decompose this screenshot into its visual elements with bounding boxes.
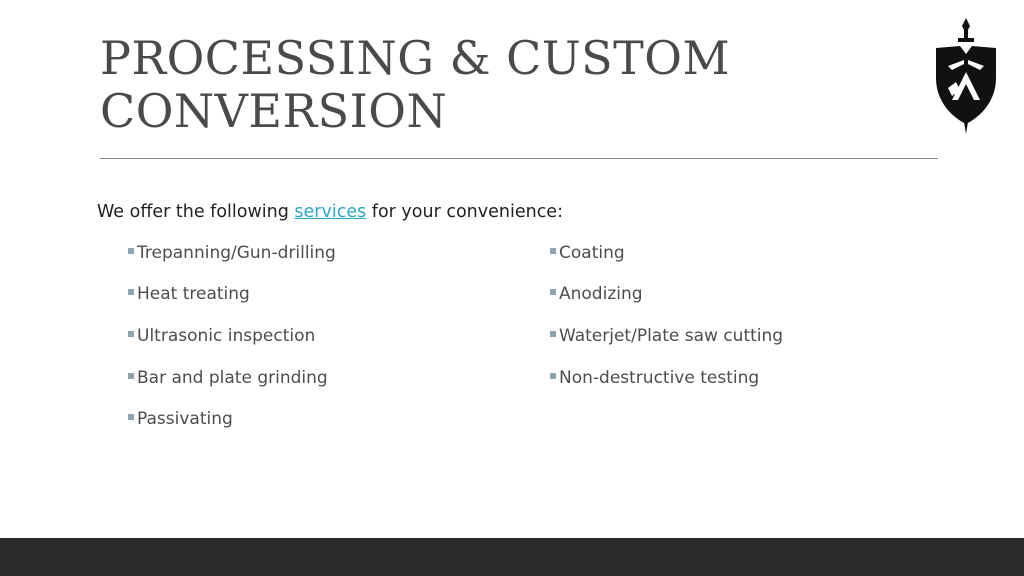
services-list-left <box>128 232 336 440</box>
list-item <box>128 315 336 357</box>
list-item <box>128 398 336 440</box>
title-divider <box>100 158 938 159</box>
list-item-label: Anodizing <box>559 284 643 305</box>
list-item <box>128 357 336 399</box>
services-list-right <box>550 232 783 398</box>
list-item-label: Bar and plate grinding <box>137 367 328 388</box>
services-link[interactable]: services <box>294 201 367 222</box>
list-item <box>550 357 783 399</box>
list-item-label: Waterjet/Plate saw cutting <box>559 325 784 346</box>
list-item <box>550 315 783 357</box>
footer-bar <box>0 538 1024 576</box>
list-item-label: Heat treating <box>137 284 250 305</box>
square-bullet-icon <box>128 373 134 379</box>
square-bullet-icon <box>550 373 556 379</box>
list-item-label: Passivating <box>137 409 233 430</box>
title-line-1: PROCESSING & CUSTOM <box>100 31 731 85</box>
square-bullet-icon <box>128 248 134 254</box>
slide-title <box>100 32 860 138</box>
square-bullet-icon <box>128 414 134 420</box>
intro-after: for your convenience: <box>366 201 563 222</box>
square-bullet-icon <box>128 331 134 337</box>
intro-text <box>97 200 563 224</box>
square-bullet-icon <box>550 289 556 295</box>
list-item-label: Ultrasonic inspection <box>137 325 316 346</box>
title-line-2: CONVERSION <box>100 84 448 138</box>
list-item <box>128 274 336 316</box>
square-bullet-icon <box>128 289 134 295</box>
list-item <box>550 274 783 316</box>
list-item <box>550 232 783 274</box>
list-item-label: Coating <box>559 242 625 263</box>
square-bullet-icon <box>550 331 556 337</box>
list-item-label: Non-destructive testing <box>559 367 760 388</box>
square-bullet-icon <box>550 248 556 254</box>
list-item-label: Trepanning/Gun-drilling <box>137 242 336 263</box>
list-item <box>128 232 336 274</box>
intro-before: We offer the following <box>97 201 295 222</box>
shield-sword-logo-icon <box>930 16 1002 136</box>
